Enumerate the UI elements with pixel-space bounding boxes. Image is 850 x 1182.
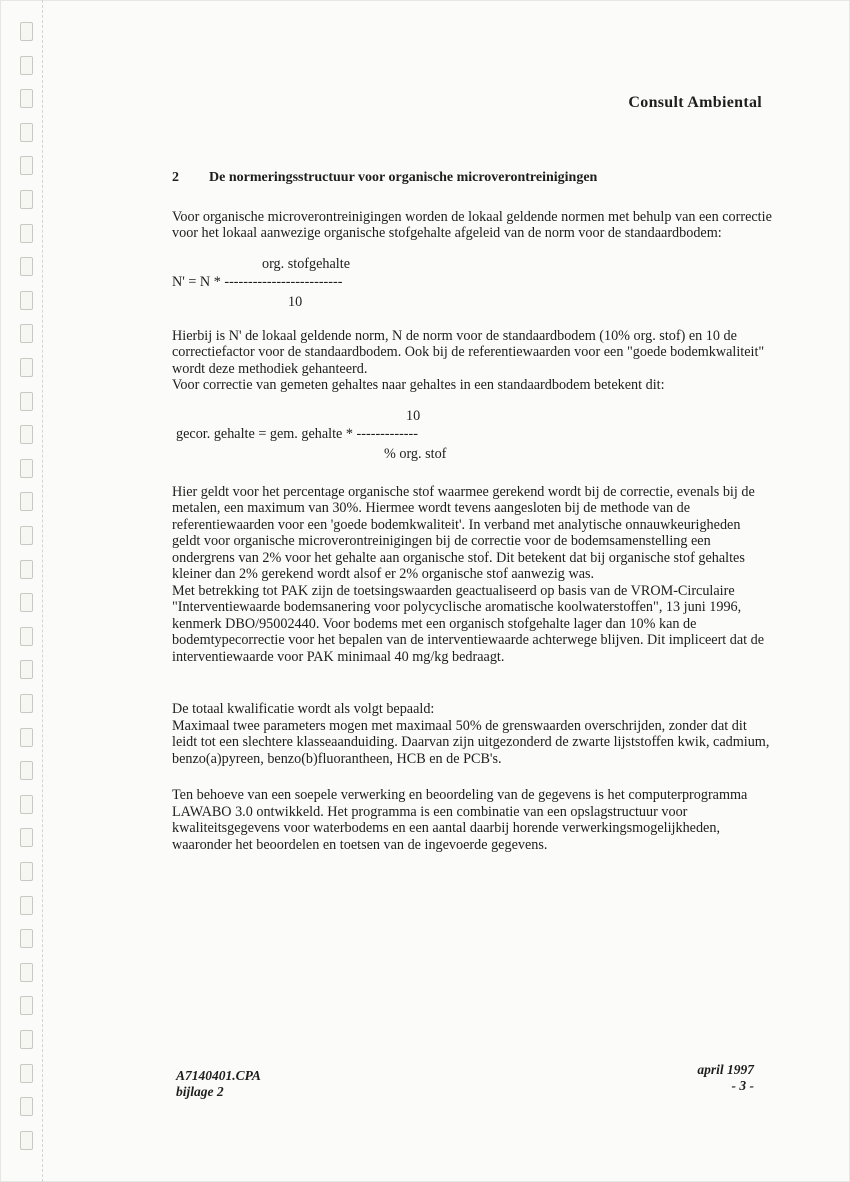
binding-hole [20,224,33,243]
binding-hole [20,795,33,814]
binding-hole [20,593,33,612]
company-name: Consult Ambiental [628,94,762,111]
explanation-paragraph: Hierbij is N' de lokaal geldende norm, N de norm voor de standaardbodem (10% org. stof) en 10 de correctiefactor voor de standaardbodem. Ook bij de referentiewaarden voor een "goede bodemkwaliteit" wordt deze methodiek gehanteerd. [172,327,765,377]
binding-strip [16,0,43,1182]
section-number: 2 [172,170,179,185]
lawabo-paragraph: Ten behoeve van een soepele verwerking en beoordeling van de gegevens is het computerprogramma LAWABO 3.0 ontwikkeld. Het programma is een combinatie van een opslagstructuur voor kwaliteitsgegevens voor waterbodems en een aantal daarbij horende verwerkingsmogelijkheden, waaronder het beoordelen en toetsen van de ingevoerde gegevens. [172,787,748,853]
binding-hole [20,492,33,511]
pak-paragraph: Met betrekking tot PAK zijn de toetsingswaarden geactualiseerd op basis van de VROM-Circulaire "Interventiewaarde bodemsanering voor polycyclische aromatische koolwaterstoffen", 13 juni 1996, kenmerk DBO/95002440. Voor bodems met een organisch stofgehalte lager dan 10% kan de bodemtypecorrectie voor het bepalen van de interventiewaarde achterwege blijven. Dit impliceert dat de interventiewaarde voor PAK minimaal 40 mg/kg bedraagt. [172,582,765,665]
intro-paragraph: Voor organische microverontreinigingen worden de lokaal geldende normen met behulp van een correctie voor het lokaal aanwezige organische stofgehalte afgeleid van de norm voor de standaardbodem: [172,208,772,241]
page-number: - 3 - [731,1078,754,1093]
footer-right [697,1062,754,1094]
formula2-fraction-bar: ------------- [356,425,418,442]
formula-norm-correction [172,256,772,318]
correction-paragraph: Voor correctie van gemeten gehaltes naar gehaltes in een standaardbodem betekent dit: [172,377,665,393]
document-body [172,170,772,853]
formula2-numerator: 10 [406,407,421,424]
binding-hole [20,929,33,948]
qualification-paragraph: Maximaal twee parameters mogen met maximaal 50% de grenswaarden overschrijden, zonder dat dit leidt tot een slechtere klasseaanduiding. Daarvan zijn uitgezonderd de zwarte lijststoffen kwik, cadmium, benzo(a)pyreen, benzo(b)fluorantheen, HCB en de PCB's. [172,717,770,767]
binding-hole [20,1097,33,1116]
binding-hole [20,56,33,75]
binding-hole [20,190,33,209]
binding-hole [20,761,33,780]
qualification-intro: De totaal kwalificatie wordt als volgt bepaald: [172,701,435,717]
binding-hole [20,1030,33,1049]
binding-hole [20,156,33,175]
binding-hole [20,392,33,411]
footer-file-code: A7140401.CPA [176,1068,261,1083]
binding-hole [20,627,33,646]
formula1-denominator: 10 [288,293,303,310]
footer-appendix: bijlage 2 [176,1084,224,1099]
binding-hole [20,89,33,108]
binding-hole [20,459,33,478]
binding-hole [20,560,33,579]
binding-hole [20,963,33,982]
binding-hole [20,291,33,310]
binding-hole [20,526,33,545]
binding-hole [20,828,33,847]
binding-hole [20,996,33,1015]
percentage-paragraph: Hier geldt voor het percentage organische stof waarmee gerekend wordt bij de correctie, evenals bij de metalen, een maximum van 30%. Hiermee wordt tevens aangesloten bij de methode van de referentiewaarden voor een 'goede bodemkwaliteit'. In verband met analytische onnauwkeurigheden geldt voor organische microverontreinigingen bij de correctie voor de bodemsamenstelling een ondergrens van 2% voor het gehalte aan organische stof. Dit betekent dat bij organische stof gehaltes kleiner dan 2% gerekend wordt alsof er 2% organische stof aanwezig was. [172,483,755,582]
formula1-lhs: N' = N * [172,273,221,290]
binding-hole [20,324,33,343]
binding-hole [20,1064,33,1083]
binding-hole [20,425,33,444]
formula-content-correction [172,408,772,470]
binding-hole [20,257,33,276]
section-title: De normeringsstructuur voor organische microverontreinigingen [209,170,598,185]
binding-hole [20,1131,33,1150]
section-heading [172,170,772,187]
binding-hole [20,123,33,142]
binding-hole [20,694,33,713]
binding-hole [20,22,33,41]
binding-hole [20,660,33,679]
binding-hole [20,358,33,377]
formula1-fraction-bar: ------------------------- [224,273,343,290]
formula2-denominator: % org. stof [384,445,447,462]
formula2-lhs: gecor. gehalte = gem. gehalte * [176,425,353,442]
binding-hole [20,896,33,915]
binding-hole [20,862,33,881]
footer-left [176,1068,261,1100]
formula1-numerator: org. stofgehalte [262,255,350,272]
binding-hole [20,728,33,747]
footer-date: april 1997 [697,1062,754,1077]
